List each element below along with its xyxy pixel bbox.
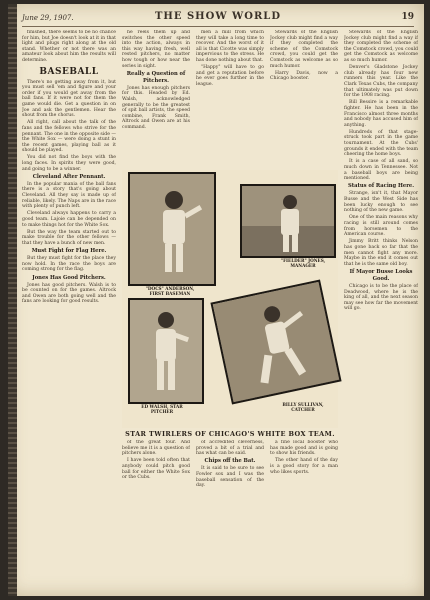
photo-collage — [122, 170, 338, 428]
section-subheading: Chips off the Bat. — [204, 458, 256, 465]
article-paragraph: Chicago is to be the place of Deadwood, where he is the king of all, and the next season may see how far the movement will go. — [344, 283, 418, 312]
text-column — [122, 30, 190, 168]
article-paragraph: he reels them up and switches the other speed into the action, always in this way having fresh, well rested pitchers, no matter how tough or how near the series in sight. — [122, 30, 190, 69]
article-paragraph: Denver's Gladstone Jockey club already has four new runners this year. Like the Clark Texas Cubs, the company that ultimately was put down for the 1908 racing. — [344, 65, 418, 99]
article-paragraph: But the way the team started out to make trouble for the other fellows — that they have a bunch of new men. — [22, 229, 116, 246]
right-column — [344, 30, 418, 588]
text-column — [196, 30, 264, 168]
baseball-heading: BASEBALL — [39, 66, 99, 77]
article-paragraph: Stewards of the English Jockey club might find a way if they completed the scheme of the Comstock crowd, you could get the Comstock as welcome as so much humor. — [270, 30, 338, 69]
player-photo — [210, 279, 341, 404]
article-paragraph: Harry Davis, now a Chicago booster. — [270, 70, 338, 82]
article-paragraph: "Happy" will have to go and get a reputation before he ever goes further in the league. — [196, 65, 264, 87]
article-paragraph: In the popular mania of the ball fans there is a story that's going about Cleveland. All they say is made up of reliable, likely. The Naps are in the race with plenty of punch left. — [22, 181, 116, 210]
article-paragraph: You did not find the boys with the long faces. In spirits they were good, and going to be a winner. — [22, 155, 116, 172]
article-paragraph: It is a case of all sand, so much down in Tennessee. Not a baseball boys are being mentioned. — [344, 159, 418, 182]
player-photo — [240, 184, 336, 258]
article-paragraph: finished, there seems to be no chance for him, but Joe doesn't look at it in that light and plugs right along at the old stand. Whether or not there was an amateur look about him the results will determine. — [22, 30, 116, 63]
player-photo — [128, 172, 216, 286]
article-paragraph: But they must fight for the place they now hold. In the race the boys are coming strong for the flag. — [22, 256, 116, 273]
text-column — [122, 440, 190, 588]
article-paragraph: Bill Bessire is a remarkable fighter. He has been in the Francisco almost three months and nobody has accused him of anything. — [344, 100, 418, 128]
player-figure-icon — [130, 174, 214, 284]
article-paragraph: Jimmy Britt thinks Nelson has gone back so far that the men cannot fight any more. Maybe in the end it comes out that he is the same old boy. — [344, 239, 418, 267]
magazine-page — [8, 4, 424, 596]
article-paragraph: One of the main reasons why racing is still around comes from horsemen to the American course. — [344, 215, 418, 238]
article-paragraph: a fine local booster who has made good and is going to show his friends. — [270, 440, 338, 457]
player-figure-icon — [130, 300, 202, 402]
player-figure-icon — [242, 186, 334, 256]
middle-bottom-text — [122, 440, 338, 588]
page-number: 19 — [401, 12, 414, 22]
article-paragraph: Cleveland always happens to carry a good team. Lajoie can be depended on to make things hot for the White Sox. — [22, 211, 116, 228]
photo-panel-caption: STAR TWIRLERS OF CHICAGO'S WHITE BOX TEAM. — [125, 430, 335, 438]
article-paragraph: Stewards of the English Jockey club might find a way if they completed the scheme of the Comstock crowd, you could get the Comstock as welcome as so much humor. — [344, 30, 418, 63]
publication-title: THE SHOW WORLD — [154, 11, 282, 22]
text-column — [196, 440, 264, 588]
article-paragraph: Strange, isn't it, that Mayor Busse and the West Side has been lucky enough to see nothing of the new game. — [344, 191, 418, 214]
photo-caption: ED WALSH, STAR PITCHER — [141, 404, 183, 414]
article-paragraph: men a mill from which they will take a long time to recover. And the worst of it all is that Cicotte was simply impervious to the stress. He has done nothing about that. — [196, 30, 264, 63]
middle-top-text — [122, 30, 338, 168]
article-paragraph: It is said to be sure to see Fowler sox and I was the baseball sensation of the day. — [196, 466, 264, 489]
photo-caption: "DOCS" ANDERSON, FIRST BASEMAN — [145, 286, 195, 296]
article-paragraph: of the great four. And believe me it is a question of pitchers alone. — [122, 440, 190, 457]
section-subheading: Really a Question of Pitchers. — [126, 70, 186, 84]
article-paragraph: The other hand of the day is a good story for a man who likes sports. — [270, 458, 338, 475]
section-subheading: Must Fight for Flag Here. — [31, 248, 107, 255]
section-subheading: If Mayor Busse Looks Good. — [349, 268, 413, 282]
player-figure-icon — [213, 282, 339, 402]
text-column — [270, 30, 338, 168]
section-subheading: Status of Racing Here. — [347, 183, 415, 190]
player-photo — [128, 298, 204, 404]
running-head — [22, 10, 414, 27]
section-subheading: Jones Has Good Pitchers. — [32, 274, 106, 281]
article-paragraph: Jones has enough pitchers for this. Headed by Ed. Walsh, acknowledged generally to be the greatest of spit ball artists, the speed combine, Frank Smith, Altrock and Owen are at his command. — [122, 85, 190, 130]
photo-caption: "FIELDER" JONES, MANAGER — [280, 258, 326, 268]
article-paragraph: Hundreds of that stage-struck took part in the game tournament. At the Cubs' grounds it ended with the team cheering the home boys. — [344, 129, 418, 158]
article-paragraph: There's no getting away from it, but you must sell 'em and figure and your order if you would get away from the ball fans. If it were not for them the game would die. Get a question in on Joe and ask the gentlemen. Hear the shout from the chorus. — [22, 79, 116, 119]
article-paragraph: All right, call about the talk of the fans and the fellows who strive for the pennant. The one in the opposite side — the White Sox — were doing a stunt in the recent games, playing ball as it should be played. — [22, 120, 116, 154]
article-paragraph: I have been told often that anybody could pitch good ball for either the White Sox or the Cubs. — [122, 458, 190, 481]
issue-date: June 29, 1907. — [22, 14, 74, 22]
page-binding — [8, 4, 17, 596]
text-column — [270, 440, 338, 588]
article-paragraph: Jones has good pitchers. Walsh is to be counted on for the games. Altrock and Owen are both going well and the fans are looking for good results. — [22, 282, 116, 305]
article-paragraph: of accredited cleverness, proved a bit of a trial and has what can be said. — [196, 440, 264, 457]
photo-caption: BILLY SULLIVAN, CATCHER — [282, 402, 324, 412]
left-column — [22, 30, 116, 588]
section-subheading: Cleveland After Pennant. — [32, 173, 106, 180]
